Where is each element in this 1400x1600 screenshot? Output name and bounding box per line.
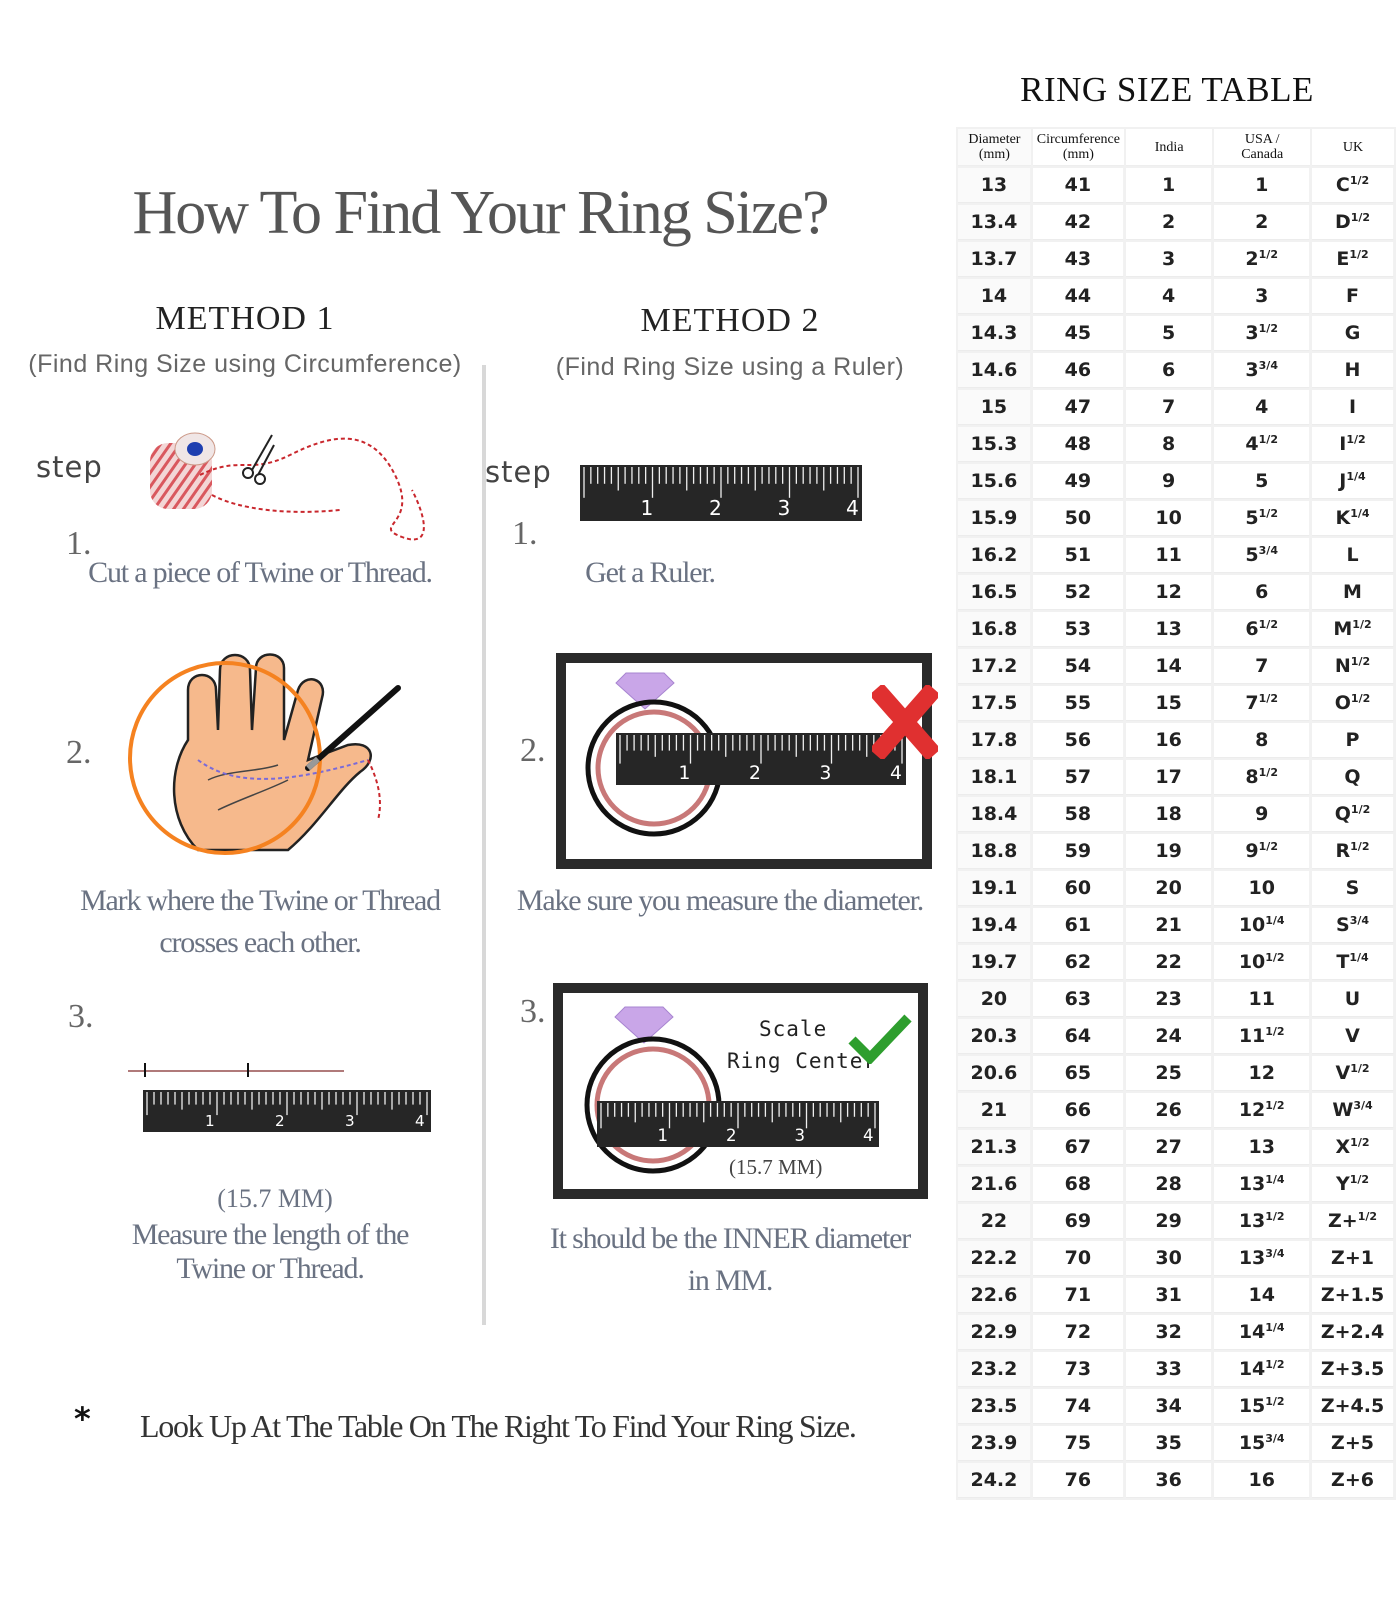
header-circumference: Circumference (mm) — [1033, 129, 1124, 166]
table-row — [958, 1426, 1394, 1461]
cell-circumference: 54 — [1033, 649, 1124, 684]
ruler-number: 1 — [657, 1126, 669, 1145]
cell-india: 10 — [1126, 501, 1213, 536]
cell-usa: 1 — [1214, 168, 1310, 203]
cell-circumference: 74 — [1033, 1389, 1124, 1424]
cell-circumference: 71 — [1033, 1278, 1124, 1313]
cell-diameter: 23.9 — [958, 1426, 1031, 1461]
cell-circumference: 49 — [1033, 464, 1124, 499]
cell-circumference: 75 — [1033, 1426, 1124, 1461]
cell-usa: $10^{1/2}$ — [1214, 945, 1310, 980]
method2-step3-number: 3. — [520, 993, 546, 1030]
ruler-number: 3 — [777, 496, 791, 520]
cell-diameter: 13.4 — [958, 205, 1031, 240]
table-row — [958, 390, 1394, 425]
cell-uk: Z+2.4 — [1312, 1315, 1394, 1350]
table-row — [958, 1167, 1394, 1202]
cell-circumference: 53 — [1033, 612, 1124, 647]
cell-uk: $N^{1/2}$ — [1312, 649, 1394, 684]
cell-diameter: 22.6 — [958, 1278, 1031, 1313]
cell-india: 6 — [1126, 353, 1213, 388]
cell-circumference: 65 — [1033, 1056, 1124, 1091]
cell-circumference: 45 — [1033, 316, 1124, 351]
method2-step3-ruler — [597, 1101, 879, 1147]
cell-india: 19 — [1126, 834, 1213, 869]
cell-circumference: 41 — [1033, 168, 1124, 203]
cell-usa: 14 — [1214, 1278, 1310, 1313]
table-row — [958, 871, 1394, 906]
method2-subtitle: (Find Ring Size using a Ruler) — [555, 353, 905, 381]
cell-india: 17 — [1126, 760, 1213, 795]
cell-india: 2 — [1126, 205, 1213, 240]
cell-uk: H — [1312, 353, 1394, 388]
table-row — [958, 1278, 1394, 1313]
cell-india: 12 — [1126, 575, 1213, 610]
cell-india: 28 — [1126, 1167, 1213, 1202]
wrong-cross-icon — [872, 685, 938, 759]
cell-uk: Z+4.5 — [1312, 1389, 1394, 1424]
cell-usa: 8 — [1214, 723, 1310, 758]
table-row — [958, 723, 1394, 758]
cell-india: 32 — [1126, 1315, 1213, 1350]
ruler-number: 2 — [275, 1112, 285, 1130]
method2-step1-number: 1. — [512, 515, 538, 552]
cell-india: 21 — [1126, 908, 1213, 943]
method1-subtitle: (Find Ring Size using Circumference) — [28, 350, 462, 378]
cell-circumference: 66 — [1033, 1093, 1124, 1128]
table-row — [958, 464, 1394, 499]
page-title: How To Find Your Ring Size? — [132, 179, 828, 247]
cell-diameter: 22.9 — [958, 1315, 1031, 1350]
ruler-number: 4 — [846, 496, 859, 520]
table-row — [958, 612, 1394, 647]
scale-label: Scale — [759, 1017, 828, 1041]
table-title: RING SIZE TABLE — [1020, 70, 1314, 109]
table-row — [958, 1093, 1394, 1128]
cell-india: 24 — [1126, 1019, 1213, 1054]
cell-usa: 9 — [1214, 797, 1310, 832]
cell-diameter: 21.3 — [958, 1130, 1031, 1165]
cell-diameter: 14.6 — [958, 353, 1031, 388]
cell-circumference: 47 — [1033, 390, 1124, 425]
cell-circumference: 67 — [1033, 1130, 1124, 1165]
method1-step3-measurement: (15.7 MM) — [217, 1184, 333, 1213]
cell-circumference: 48 — [1033, 427, 1124, 462]
ruler-number: 1 — [640, 496, 654, 520]
ruler-number: 3 — [794, 1126, 806, 1145]
method2-step2-ruler — [616, 733, 906, 785]
cell-uk: $O^{1/2}$ — [1312, 686, 1394, 721]
cell-diameter: 20.3 — [958, 1019, 1031, 1054]
cell-diameter: 18.4 — [958, 797, 1031, 832]
method1-step1-caption: Cut a piece of Twine or Thread. — [88, 556, 432, 589]
cell-india: 29 — [1126, 1204, 1213, 1239]
cell-diameter: 15.9 — [958, 501, 1031, 536]
cell-india: 33 — [1126, 1352, 1213, 1387]
cell-india: 11 — [1126, 538, 1213, 573]
cell-usa: $6^{1/2}$ — [1214, 612, 1310, 647]
header-india: India — [1126, 129, 1213, 166]
cell-usa: $7^{1/2}$ — [1214, 686, 1310, 721]
cell-usa: 10 — [1214, 871, 1310, 906]
cell-india: 4 — [1126, 279, 1213, 314]
cell-india: 9 — [1126, 464, 1213, 499]
cell-circumference: 57 — [1033, 760, 1124, 795]
method2-step3-measurement: (15.7 MM) — [729, 1155, 823, 1179]
cell-uk: $X^{1/2}$ — [1312, 1130, 1394, 1165]
cell-diameter: 21 — [958, 1093, 1031, 1128]
cell-diameter: 23.2 — [958, 1352, 1031, 1387]
cell-usa: $15^{1/2}$ — [1214, 1389, 1310, 1424]
cell-india: 14 — [1126, 649, 1213, 684]
cell-uk: L — [1312, 538, 1394, 573]
cell-usa: $14^{1/4}$ — [1214, 1315, 1310, 1350]
cell-circumference: 62 — [1033, 945, 1124, 980]
cell-diameter: 17.8 — [958, 723, 1031, 758]
ruler-number: 2 — [709, 496, 722, 520]
cell-circumference: 50 — [1033, 501, 1124, 536]
ruler-number: 4 — [415, 1112, 425, 1130]
cell-uk: $Q^{1/2}$ — [1312, 797, 1394, 832]
cell-usa: $3^{3/4}$ — [1214, 353, 1310, 388]
cell-uk: Q — [1312, 760, 1394, 795]
cell-usa: $12^{1/2}$ — [1214, 1093, 1310, 1128]
table-row — [958, 427, 1394, 462]
cell-india: 5 — [1126, 316, 1213, 351]
cell-diameter: 21.6 — [958, 1167, 1031, 1202]
cell-usa: $10^{1/4}$ — [1214, 908, 1310, 943]
ruler-number: 1 — [205, 1112, 215, 1130]
table-row — [958, 1241, 1394, 1276]
cell-usa: $11^{1/2}$ — [1214, 1019, 1310, 1054]
cell-diameter: 15.6 — [958, 464, 1031, 499]
cell-usa: $13^{1/4}$ — [1214, 1167, 1310, 1202]
cell-circumference: 68 — [1033, 1167, 1124, 1202]
cell-diameter: 18.8 — [958, 834, 1031, 869]
method1-step2-caption-line2: crosses each other. — [159, 926, 361, 959]
cell-uk: I — [1312, 390, 1394, 425]
cell-usa: $3^{1/2}$ — [1214, 316, 1310, 351]
cell-india: 34 — [1126, 1389, 1213, 1424]
cell-india: 7 — [1126, 390, 1213, 425]
cell-circumference: 56 — [1033, 723, 1124, 758]
table-row — [958, 834, 1394, 869]
cell-uk: $I^{1/2}$ — [1312, 427, 1394, 462]
cell-uk: Z+1 — [1312, 1241, 1394, 1276]
cell-circumference: 42 — [1033, 205, 1124, 240]
cell-usa: $13^{3/4}$ — [1214, 1241, 1310, 1276]
table-row — [958, 1019, 1394, 1054]
table-row — [958, 353, 1394, 388]
table-row — [958, 1056, 1394, 1091]
cell-uk: $W^{3/4}$ — [1312, 1093, 1394, 1128]
method1-step3-number: 3. — [68, 998, 94, 1035]
cell-circumference: 55 — [1033, 686, 1124, 721]
thread-marked-icon — [128, 1060, 428, 1080]
cell-circumference: 60 — [1033, 871, 1124, 906]
table-row — [958, 1315, 1394, 1350]
method1-step-label: step — [36, 450, 103, 484]
cell-diameter: 16.2 — [958, 538, 1031, 573]
table-row — [958, 501, 1394, 536]
cell-usa: 3 — [1214, 279, 1310, 314]
cell-diameter: 15 — [958, 390, 1031, 425]
table-row — [958, 1204, 1394, 1239]
cell-diameter: 17.5 — [958, 686, 1031, 721]
cell-circumference: 58 — [1033, 797, 1124, 832]
cell-india: 26 — [1126, 1093, 1213, 1128]
cell-circumference: 70 — [1033, 1241, 1124, 1276]
table-row — [958, 538, 1394, 573]
checkmark-icon — [848, 1012, 912, 1064]
cell-uk: Z+1.5 — [1312, 1278, 1394, 1313]
cell-uk: $R^{1/2}$ — [1312, 834, 1394, 869]
cell-uk: V — [1312, 1019, 1394, 1054]
method2-heading: METHOD 2 — [640, 302, 820, 339]
cell-usa: 16 — [1214, 1463, 1310, 1498]
hand-with-thread-icon — [128, 650, 408, 870]
cell-uk: M — [1312, 575, 1394, 610]
ring-center-label: Ring Center — [727, 1049, 878, 1073]
cell-diameter: 24.2 — [958, 1463, 1031, 1498]
cell-india: 3 — [1126, 242, 1213, 277]
method2-step2-caption: Make sure you measure the diameter. — [516, 884, 924, 917]
table-row — [958, 575, 1394, 610]
table-row — [958, 168, 1394, 203]
method1-step3-ruler — [143, 1090, 431, 1132]
cell-india: 20 — [1126, 871, 1213, 906]
cell-circumference: 69 — [1033, 1204, 1124, 1239]
cell-circumference: 59 — [1033, 834, 1124, 869]
cell-uk: Z+5 — [1312, 1426, 1394, 1461]
cell-circumference: 46 — [1033, 353, 1124, 388]
cell-usa: $9^{1/2}$ — [1214, 834, 1310, 869]
table-row — [958, 797, 1394, 832]
cell-india: 27 — [1126, 1130, 1213, 1165]
cell-circumference: 73 — [1033, 1352, 1124, 1387]
cell-usa: $5^{3/4}$ — [1214, 538, 1310, 573]
cell-diameter: 13 — [958, 168, 1031, 203]
cell-usa: $15^{3/4}$ — [1214, 1426, 1310, 1461]
method1-step3-caption-line1: Measure the length of the — [131, 1218, 409, 1251]
cell-india: 1 — [1126, 168, 1213, 203]
header-usa-canada: USA / Canada — [1214, 129, 1310, 166]
cell-circumference: 51 — [1033, 538, 1124, 573]
cell-diameter: 22.2 — [958, 1241, 1031, 1276]
table-row — [958, 945, 1394, 980]
cell-circumference: 44 — [1033, 279, 1124, 314]
cell-india: 25 — [1126, 1056, 1213, 1091]
table-row — [958, 205, 1394, 240]
cell-circumference: 52 — [1033, 575, 1124, 610]
cell-india: 13 — [1126, 612, 1213, 647]
method2-step2-number: 2. — [520, 732, 546, 769]
cell-usa: 5 — [1214, 464, 1310, 499]
method1-step2-caption-line1: Mark where the Twine or Thread — [80, 884, 440, 917]
cell-uk: Z+6 — [1312, 1463, 1394, 1498]
table-row — [958, 279, 1394, 314]
table-row — [958, 1130, 1394, 1165]
table-header-row — [958, 129, 1394, 166]
cell-uk: $S^{3/4}$ — [1312, 908, 1394, 943]
cell-uk: U — [1312, 982, 1394, 1017]
cell-india: 23 — [1126, 982, 1213, 1017]
method2-step3-caption-line2: in MM. — [687, 1264, 773, 1297]
cell-diameter: 18.1 — [958, 760, 1031, 795]
cell-india: 16 — [1126, 723, 1213, 758]
table-row — [958, 760, 1394, 795]
asterisk-icon: * — [74, 1400, 91, 1438]
cell-uk: $C^{1/2}$ — [1312, 168, 1394, 203]
method2-step1-ruler — [580, 465, 862, 521]
cell-diameter: 22 — [958, 1204, 1031, 1239]
cell-circumference: 63 — [1033, 982, 1124, 1017]
table-row — [958, 982, 1394, 1017]
ruler-number: 1 — [678, 763, 691, 784]
cell-usa: 4 — [1214, 390, 1310, 425]
cell-uk: $V^{1/2}$ — [1312, 1056, 1394, 1091]
cell-uk: F — [1312, 279, 1394, 314]
cell-uk: $T^{1/4}$ — [1312, 945, 1394, 980]
cell-diameter: 16.8 — [958, 612, 1031, 647]
method1-step2-number: 2. — [66, 734, 92, 771]
cell-usa: 6 — [1214, 575, 1310, 610]
ruler-number: 4 — [890, 763, 902, 784]
method1-heading: METHOD 1 — [155, 300, 335, 337]
cell-uk: Z+$^{1/2}$ — [1312, 1204, 1394, 1239]
cell-uk: $K^{1/4}$ — [1312, 501, 1394, 536]
cell-diameter: 20 — [958, 982, 1031, 1017]
cell-india: 30 — [1126, 1241, 1213, 1276]
cell-diameter: 20.6 — [958, 1056, 1031, 1091]
cell-uk: $M^{1/2}$ — [1312, 612, 1394, 647]
cell-uk: $Y^{1/2}$ — [1312, 1167, 1394, 1202]
cell-diameter: 23.5 — [958, 1389, 1031, 1424]
cell-usa: 11 — [1214, 982, 1310, 1017]
header-uk: UK — [1312, 129, 1394, 166]
cell-usa: 7 — [1214, 649, 1310, 684]
cell-usa: $5^{1/2}$ — [1214, 501, 1310, 536]
cell-usa: 13 — [1214, 1130, 1310, 1165]
cell-uk: S — [1312, 871, 1394, 906]
cell-uk: P — [1312, 723, 1394, 758]
ruler-number: 4 — [863, 1126, 874, 1145]
header-diameter: Diameter (mm) — [958, 129, 1031, 166]
table-row — [958, 1389, 1394, 1424]
column-divider — [482, 365, 486, 1325]
cell-usa: 2 — [1214, 205, 1310, 240]
ruler-number: 2 — [726, 1126, 737, 1145]
cell-diameter: 13.7 — [958, 242, 1031, 277]
ruler-number: 3 — [345, 1112, 355, 1130]
cell-india: 15 — [1126, 686, 1213, 721]
ruler-number: 3 — [819, 763, 832, 784]
cell-diameter: 15.3 — [958, 427, 1031, 462]
table-row — [958, 1352, 1394, 1387]
table-row — [958, 1463, 1394, 1498]
cell-usa: $4^{1/2}$ — [1214, 427, 1310, 462]
cell-india: 36 — [1126, 1463, 1213, 1498]
cell-diameter: 14 — [958, 279, 1031, 314]
method1-step1-number: 1. — [66, 525, 92, 562]
cell-diameter: 19.4 — [958, 908, 1031, 943]
cell-uk: Z+3.5 — [1312, 1352, 1394, 1387]
cell-usa: $2^{1/2}$ — [1214, 242, 1310, 277]
cell-diameter: 19.7 — [958, 945, 1031, 980]
thread-spool-scissors-icon — [140, 415, 440, 545]
cell-usa: $14^{1/2}$ — [1214, 1352, 1310, 1387]
cell-diameter: 16.5 — [958, 575, 1031, 610]
table-row — [958, 908, 1394, 943]
table-row — [958, 242, 1394, 277]
cell-india: 31 — [1126, 1278, 1213, 1313]
cell-circumference: 64 — [1033, 1019, 1124, 1054]
table-row — [958, 649, 1394, 684]
cell-uk: G — [1312, 316, 1394, 351]
lookup-note: Look Up At The Table On The Right To Find Your Ring Size. — [140, 1408, 856, 1444]
method2-step1-caption: Get a Ruler. — [585, 556, 715, 589]
cell-uk: $E^{1/2}$ — [1312, 242, 1394, 277]
cell-usa: 12 — [1214, 1056, 1310, 1091]
cell-usa: $13^{1/2}$ — [1214, 1204, 1310, 1239]
ruler-number: 2 — [749, 763, 761, 784]
cell-diameter: 19.1 — [958, 871, 1031, 906]
method2-step-label: step — [485, 455, 552, 489]
cell-circumference: 61 — [1033, 908, 1124, 943]
method2-step3-caption-line1: It should be the INNER diameter — [549, 1222, 911, 1255]
table-row — [958, 316, 1394, 351]
table-row — [958, 686, 1394, 721]
cell-india: 8 — [1126, 427, 1213, 462]
cell-india: 22 — [1126, 945, 1213, 980]
ring-size-table — [956, 127, 1396, 1500]
cell-uk: $J^{1/4}$ — [1312, 464, 1394, 499]
cell-india: 18 — [1126, 797, 1213, 832]
method1-step3-caption-line2: Twine or Thread. — [176, 1252, 364, 1285]
cell-uk: $D^{1/2}$ — [1312, 205, 1394, 240]
cell-diameter: 17.2 — [958, 649, 1031, 684]
cell-usa: $8^{1/2}$ — [1214, 760, 1310, 795]
cell-circumference: 43 — [1033, 242, 1124, 277]
cell-india: 35 — [1126, 1426, 1213, 1461]
cell-circumference: 72 — [1033, 1315, 1124, 1350]
cell-diameter: 14.3 — [958, 316, 1031, 351]
cell-circumference: 76 — [1033, 1463, 1124, 1498]
